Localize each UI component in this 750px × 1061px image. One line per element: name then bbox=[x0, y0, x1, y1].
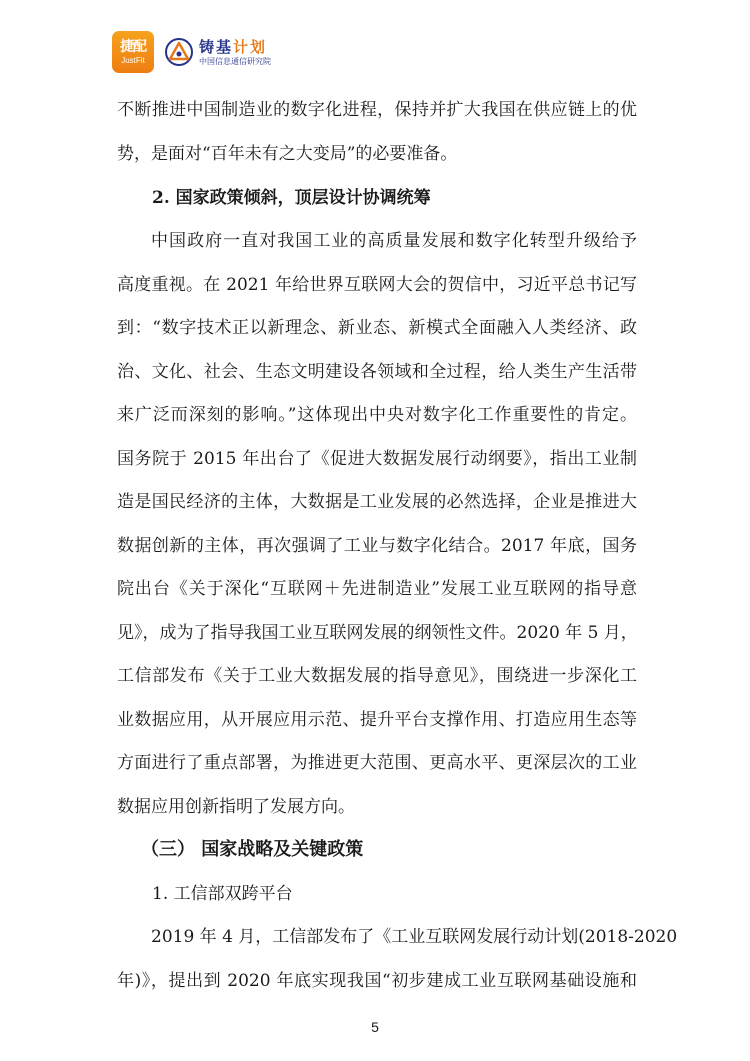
body-line: 见》，成为了指导我国工业互联网发展的纲领性文件。2020 年 5 月， bbox=[117, 623, 638, 643]
body-line: 2019 年 4 月，工信部发布了《工业互联网发展行动计划(2018-2020 bbox=[151, 927, 678, 947]
justfit-logo bbox=[112, 31, 154, 73]
body-line: 国务院于 2015 年出台了《促进大数据发展行动纲要》，指出工业制 bbox=[117, 449, 637, 469]
body-line: 治、文化、社会、生态文明建设各领域和全过程，给人类生产生活带 bbox=[117, 362, 637, 382]
caict-subtitle: 中国信息通信研究院 bbox=[199, 56, 271, 66]
body-line: 数据应用创新指明了发展方向。 bbox=[117, 797, 355, 817]
body-line: 到：“数字技术正以新理念、新业态、新模式全面融入人类经济、政 bbox=[117, 318, 637, 338]
body-line: 来广泛而深刻的影响。”这体现出中央对数字化工作重要性的肯定。 bbox=[117, 405, 637, 425]
body-line: 数据创新的主体，再次强调了工业与数字化结合。2017 年底，国务 bbox=[117, 536, 637, 556]
caict-mark-icon bbox=[164, 37, 194, 67]
body-line: 工信部发布《关于工业大数据发展的指导意见》，围绕进一步深化工 bbox=[117, 666, 637, 686]
page-header bbox=[112, 30, 271, 74]
caict-title-part-b: 计划 bbox=[233, 37, 268, 56]
body-line: 院出台《关于深化“互联网＋先进制造业”发展工业互联网的指导意 bbox=[117, 579, 637, 599]
body-line: 不断推进中国制造业的数字化进程，保持并扩大我国在供应链上的优 bbox=[117, 100, 637, 120]
section-heading: （三） 国家战略及关键政策 bbox=[141, 839, 364, 860]
caict-title bbox=[199, 38, 271, 56]
body-line: 中国政府一直对我国工业的高质量发展和数字化转型升级给予 bbox=[151, 231, 637, 251]
body-line: 年)》，提出到 2020 年底实现我国“初步建成工业互联网基础设施和 bbox=[117, 971, 637, 991]
body-line: 业数据应用，从开展应用示范、提升平台支撑作用、打造应用生态等 bbox=[117, 710, 637, 730]
section-heading: 2. 国家政策倾斜，顶层设计协调统筹 bbox=[152, 188, 431, 208]
subsection-heading: 1. 工信部双跨平台 bbox=[152, 884, 293, 904]
caict-logo bbox=[164, 37, 271, 67]
justfit-logo-cn: 捷配 bbox=[120, 38, 146, 55]
page-number: 5 bbox=[371, 1019, 379, 1035]
justfit-logo-en: JustFit bbox=[121, 55, 145, 65]
body-line: 高度重视。在 2021 年给世界互联网大会的贺信中，习近平总书记写 bbox=[117, 275, 637, 295]
body-line: 势，是面对“百年未有之大变局”的必要准备。 bbox=[117, 144, 458, 164]
caict-title-part-a: 铸基 bbox=[199, 37, 234, 56]
body-line: 造是国民经济的主体，大数据是工业发展的必然选择，企业是推进大 bbox=[117, 492, 637, 512]
body-line: 方面进行了重点部署，为推进更大范围、更高水平、更深层次的工业 bbox=[117, 753, 637, 773]
